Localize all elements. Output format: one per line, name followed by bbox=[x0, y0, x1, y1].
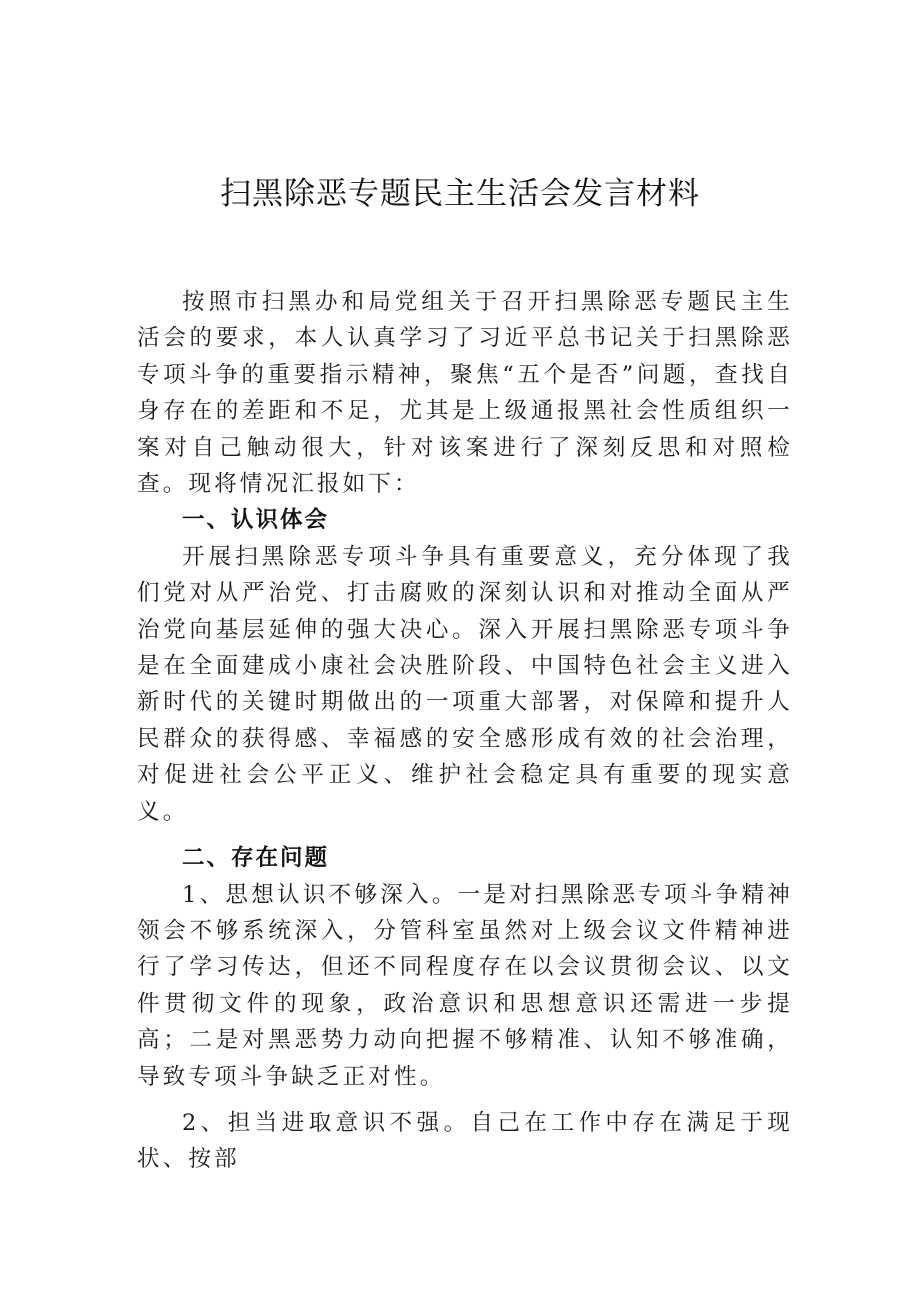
understanding-paragraph: 开展扫黑除恶专项斗争具有重要意义，充分体现了我们党对从严治党、打击腐败的深刻认识和对推动全面从严治党向基层延伸的强大决心。深入开展扫黑除恶专项斗争是在全面建成小康社会决胜阶段、中国特色社会主义进入新时代的关键时期做出的一项重大部署，对保障和提升人民群众的获得感、幸福感的安全感形成有效的社会治理，对促进社会公平正义、维护社会稳定具有重要的现实意义。 bbox=[137, 543, 793, 825]
document-title: 扫黑除恶专题民主生活会发言材料 bbox=[220, 176, 700, 212]
problem-paragraph-2: 2、担当进取意识不强。自己在工作中存在满足于现状、按部 bbox=[137, 1109, 793, 1173]
section-heading-understanding: 一、认识体会 bbox=[182, 507, 330, 534]
problem-paragraph-1: 1、思想认识不够深入。一是对扫黑除恶专项斗争精神领会不够系统深入，分管科室虽然对上级会议文件精神进行了学习传达，但还不同程度存在以会议贯彻会议、以文件贯彻文件的现象，政治意识和思想意识还需进一步提高；二是对黑恶势力动向把握不够精准、认知不够准确，导致专项斗争缺乏正对性。 bbox=[137, 881, 793, 1090]
document-body bbox=[137, 284, 793, 1178]
intro-paragraph: 按照市扫黑办和局党组关于召开扫黑除恶专题民主生活会的要求，本人认真学习了习近平总书记关于扫黑除恶专项斗争的重要指示精神，聚焦“五个是否”问题，查找自身存在的差距和不足，尤其是上级通报黑社会性质组织一案对自己触动很大，针对该案进行了深刻反思和对照检查。现将情况汇报如下： bbox=[137, 289, 793, 498]
section-heading-problems: 二、存在问题 bbox=[182, 845, 330, 872]
